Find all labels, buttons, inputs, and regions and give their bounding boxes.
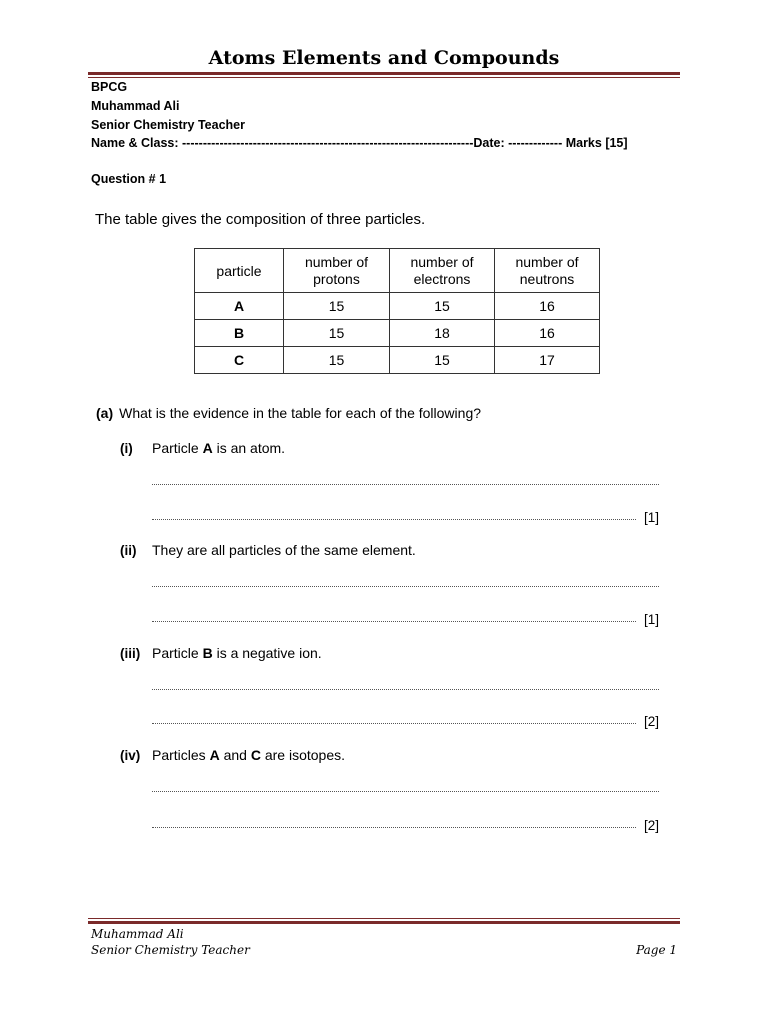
footer-author: Muhammad Ali [91, 927, 184, 941]
sub-question-number: (i) [120, 441, 133, 456]
sub-question-text [152, 747, 345, 763]
sub-question-number: (iii) [120, 646, 141, 661]
table-header-cell [390, 249, 495, 293]
table-header-cell: particle [195, 249, 284, 293]
table-row [195, 320, 600, 347]
sub-text-part: Particle [152, 440, 203, 456]
sub-text-part: are isotopes. [260, 747, 346, 763]
particle-cell: C [195, 347, 284, 374]
title-divider-thin [88, 77, 680, 78]
marks-label: [2] [644, 818, 660, 833]
teacher-role: Senior Chemistry Teacher [91, 118, 245, 132]
sub-text-part: is a negative ion. [212, 645, 322, 661]
sub-text-part: Particles [152, 747, 210, 763]
name-class-date-marks-line: Name & Class: ----------------------------------------------------------------------Date: ------------- Marks [15] [91, 136, 628, 150]
protons-cell: 15 [284, 293, 390, 320]
particle-cell: B [195, 320, 284, 347]
question-label: Question # 1 [91, 172, 167, 186]
sub-question-text [152, 440, 285, 456]
answer-line[interactable] [152, 827, 636, 828]
sub-question-text: They are all particles of the same element. [152, 542, 416, 558]
footer-role: Senior Chemistry Teacher [91, 943, 250, 957]
table-row [195, 347, 600, 374]
electrons-cell: 18 [390, 320, 495, 347]
marks-label: [1] [644, 612, 660, 627]
teacher-name: Muhammad Ali [91, 99, 180, 113]
footer-divider [88, 921, 680, 924]
part-a-question [96, 405, 481, 421]
electrons-cell: 15 [390, 293, 495, 320]
neutrons-cell: 16 [495, 293, 600, 320]
table-header-row [195, 249, 600, 293]
protons-cell: 15 [284, 347, 390, 374]
question-intro: The table gives the composition of three particles. [95, 211, 426, 228]
sub-question-number: (ii) [120, 543, 137, 558]
neutrons-cell: 17 [495, 347, 600, 374]
table-header-text: number of electrons [410, 253, 474, 287]
sub-question-text [152, 645, 322, 661]
table-header-cell [495, 249, 600, 293]
answer-line[interactable] [152, 791, 659, 792]
electrons-cell: 15 [390, 347, 495, 374]
neutrons-cell: 16 [495, 320, 600, 347]
sub-text-bold: C [250, 747, 261, 763]
table-row [195, 293, 600, 320]
sub-text-bold: A [202, 440, 213, 456]
answer-line[interactable] [152, 484, 659, 485]
sub-text-bold: A [209, 747, 220, 763]
table-header-text: number of protons [304, 253, 369, 287]
table-header-cell [284, 249, 390, 293]
part-a-label: (a) [96, 405, 114, 421]
answer-line[interactable] [152, 689, 659, 690]
sub-question-number: (iv) [120, 748, 141, 763]
table-header-text: number of neutrons [515, 253, 579, 287]
protons-cell: 15 [284, 320, 390, 347]
answer-line[interactable] [152, 586, 659, 587]
answer-line[interactable] [152, 621, 636, 622]
particle-cell: A [195, 293, 284, 320]
footer-divider-thin [88, 918, 680, 919]
sub-text-part: is an atom. [212, 440, 286, 456]
marks-label: [1] [644, 510, 660, 525]
document-title: Atoms Elements and Compounds [208, 47, 560, 69]
part-a-text: What is the evidence in the table for each of the following? [119, 405, 482, 421]
sub-text-part: and [219, 747, 251, 763]
school-name: BPCG [91, 80, 128, 94]
sub-text-bold: B [202, 645, 213, 661]
answer-line[interactable] [152, 519, 636, 520]
answer-line[interactable] [152, 723, 636, 724]
marks-label: [2] [644, 714, 660, 729]
composition-table [194, 248, 600, 374]
title-divider [88, 72, 680, 75]
page-number: Page 1 [636, 943, 677, 957]
sub-text-part: Particle [152, 645, 203, 661]
